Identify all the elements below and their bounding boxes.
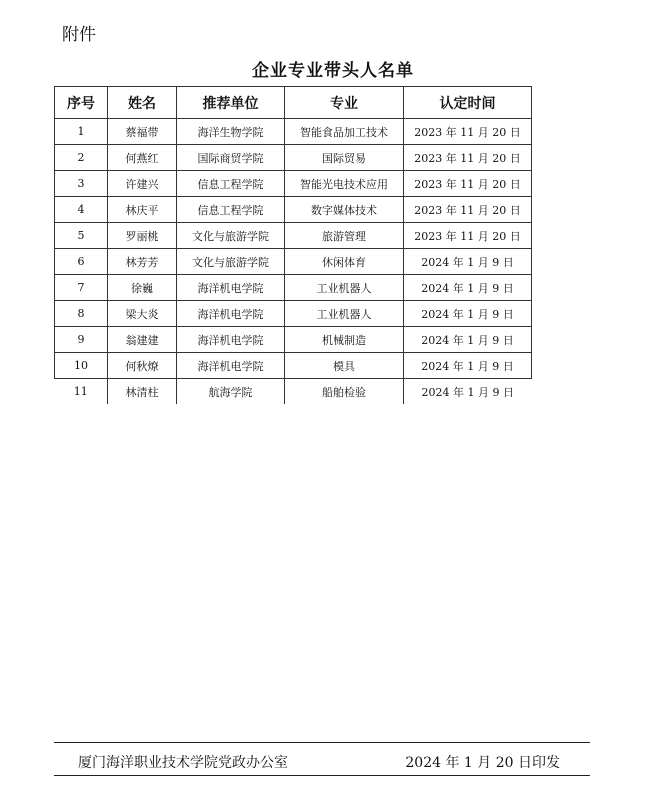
cell-major: 工业机器人 — [285, 275, 404, 301]
cell-date: 2024 年 1 月 9 日 — [404, 379, 532, 405]
cell-date: 2023 年 11 月 20 日 — [404, 145, 532, 171]
cell-major: 国际贸易 — [285, 145, 404, 171]
table-row — [55, 327, 532, 353]
cell-index: 11 — [55, 379, 108, 405]
issuing-office: 厦门海洋职业技术学院党政办公室 — [78, 755, 288, 771]
cell-index: 1 — [55, 119, 108, 145]
cell-date: 2024 年 1 月 9 日 — [404, 249, 532, 275]
document-title: 企业专业带头人名单 — [252, 61, 414, 81]
table-row — [55, 171, 532, 197]
header-major: 专业 — [285, 87, 404, 119]
cell-index: 5 — [55, 223, 108, 249]
cell-date: 2024 年 1 月 9 日 — [404, 327, 532, 353]
table-row — [55, 301, 532, 327]
cell-major: 数字媒体技术 — [285, 197, 404, 223]
cell-unit: 海洋生物学院 — [177, 119, 285, 145]
cell-unit: 文化与旅游学院 — [177, 249, 285, 275]
cell-index: 9 — [55, 327, 108, 353]
cell-date: 2023 年 11 月 20 日 — [404, 197, 532, 223]
cell-major: 机械制造 — [285, 327, 404, 353]
cell-date: 2024 年 1 月 9 日 — [404, 275, 532, 301]
table-row — [55, 145, 532, 171]
cell-unit: 国际商贸学院 — [177, 145, 285, 171]
cell-name: 翁建建 — [108, 327, 177, 353]
cell-major: 智能食品加工技术 — [285, 119, 404, 145]
cell-index: 7 — [55, 275, 108, 301]
cell-index: 2 — [55, 145, 108, 171]
cell-name: 林清柱 — [108, 379, 177, 405]
issue-date: 2024 年 1 月 20 日印发 — [405, 755, 560, 771]
cell-name: 许建兴 — [108, 171, 177, 197]
cell-index: 8 — [55, 301, 108, 327]
attachment-label: 附件 — [62, 25, 96, 45]
cell-major: 工业机器人 — [285, 301, 404, 327]
cell-unit: 航海学院 — [177, 379, 285, 405]
cell-major: 休闲体育 — [285, 249, 404, 275]
footer-bottom-rule — [54, 775, 590, 776]
cell-index: 10 — [55, 353, 108, 379]
cell-date: 2024 年 1 月 9 日 — [404, 353, 532, 379]
cell-unit: 信息工程学院 — [177, 171, 285, 197]
cell-index: 6 — [55, 249, 108, 275]
cell-unit: 海洋机电学院 — [177, 353, 285, 379]
table-row — [55, 223, 532, 249]
table-row — [55, 249, 532, 275]
cell-name: 何秋燎 — [108, 353, 177, 379]
cell-major: 模具 — [285, 353, 404, 379]
table-row — [55, 275, 532, 301]
cell-date: 2023 年 11 月 20 日 — [404, 119, 532, 145]
cell-date: 2024 年 1 月 9 日 — [404, 301, 532, 327]
cell-major: 旅游管理 — [285, 223, 404, 249]
cell-name: 何燕红 — [108, 145, 177, 171]
cell-major: 船舶检验 — [285, 379, 404, 405]
cell-name: 蔡福带 — [108, 119, 177, 145]
cell-major: 智能光电技术应用 — [285, 171, 404, 197]
cell-name: 林芳芳 — [108, 249, 177, 275]
header-unit: 推荐单位 — [177, 87, 285, 119]
table-row — [55, 353, 532, 379]
header-date: 认定时间 — [404, 87, 532, 119]
cell-date: 2023 年 11 月 20 日 — [404, 223, 532, 249]
cell-unit: 文化与旅游学院 — [177, 223, 285, 249]
cell-name: 罗丽桃 — [108, 223, 177, 249]
table-header-row — [55, 87, 532, 119]
cell-index: 4 — [55, 197, 108, 223]
cell-name: 林庆平 — [108, 197, 177, 223]
cell-index: 3 — [55, 171, 108, 197]
cell-unit: 海洋机电学院 — [177, 301, 285, 327]
cell-name: 梁大炎 — [108, 301, 177, 327]
cell-unit: 信息工程学院 — [177, 197, 285, 223]
cell-date: 2023 年 11 月 20 日 — [404, 171, 532, 197]
header-name: 姓名 — [108, 87, 177, 119]
leader-roster-table — [54, 86, 532, 404]
table-row — [55, 197, 532, 223]
cell-name: 徐巍 — [108, 275, 177, 301]
footer-top-rule — [54, 742, 590, 743]
cell-unit: 海洋机电学院 — [177, 275, 285, 301]
table-row — [55, 119, 532, 145]
table-row — [55, 379, 532, 405]
header-index: 序号 — [55, 87, 108, 119]
cell-unit: 海洋机电学院 — [177, 327, 285, 353]
